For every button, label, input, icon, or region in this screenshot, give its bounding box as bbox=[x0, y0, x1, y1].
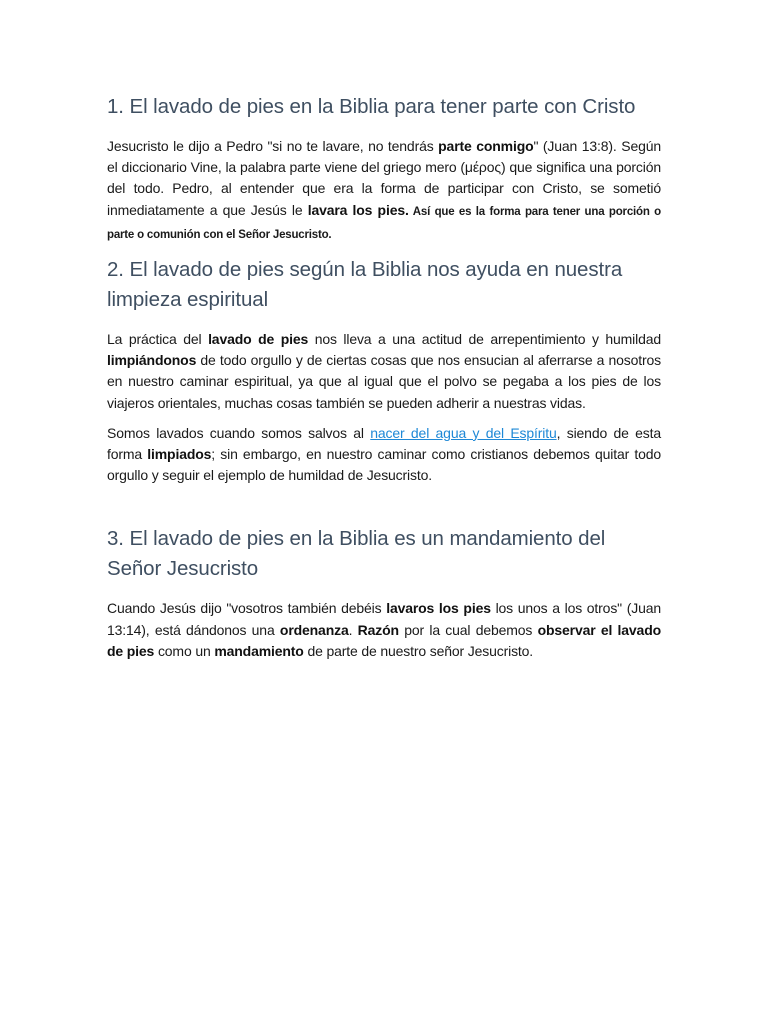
bold-text: observar el lavado de pies bbox=[107, 621, 661, 659]
bold-text: limpiados bbox=[147, 446, 212, 463]
section-2-paragraph-2 bbox=[107, 423, 661, 487]
bold-text: ordenanza bbox=[279, 621, 349, 638]
bold-text: Razón bbox=[357, 621, 399, 638]
text-run: , siendo de esta forma bbox=[107, 424, 662, 463]
text-run: " (Juan 13:8). Según el diccionario Vine, la palabra parte viene del griego mero (μέρος) que significa una porción del todo. Pedro, al entender que era la forma de participar con Cristo, se sometió inmediatamente a que Jesús le bbox=[107, 138, 661, 218]
bold-text: mandamiento bbox=[214, 642, 304, 659]
text-run: . bbox=[348, 621, 358, 638]
text-run: La práctica del bbox=[107, 331, 209, 348]
section-2-heading: 2. El lavado de pies según la Biblia nos ayuda en nuestra limpieza espiritual bbox=[107, 258, 623, 312]
bold-text: lavaros los pies bbox=[386, 600, 491, 617]
bold-text: limpiándonos bbox=[107, 352, 197, 369]
section-2-paragraph-1 bbox=[107, 329, 661, 414]
bold-text: lavado de pies bbox=[208, 331, 309, 348]
bold-text: parte conmigo bbox=[438, 138, 534, 154]
article-body bbox=[107, 92, 661, 662]
text-run: Jesucristo le dijo a Pedro "si no te lavare, no tendrás bbox=[107, 138, 439, 154]
text-run: los unos a los otros" (Juan 13:14), está dándonos una bbox=[107, 600, 661, 638]
nacer-del-agua-link[interactable]: nacer del agua y del Espíritu bbox=[370, 424, 557, 441]
bold-text: lavara los pies. bbox=[307, 201, 409, 218]
section-3-heading: 3. El lavado de pies en la Biblia es un mandamiento del Señor Jesucristo bbox=[107, 527, 606, 581]
text-run: por la cual debemos bbox=[398, 621, 538, 638]
section-1-paragraph bbox=[107, 136, 661, 246]
text-run: Cuando Jesús dijo "vosotros también debéis bbox=[107, 600, 387, 617]
bold-small-text: Así que es la forma para tener una porción o parte o comunión con el Señor Jesucristo. bbox=[107, 205, 661, 241]
text-run: como un bbox=[154, 642, 215, 659]
text-run: de todo orgullo y de ciertas cosas que nos ensucian al aferrarse a nosotros en nuestro caminar espiritual, ya que al igual que el polvo se pegaba a los pies de los viajeros orientales, muchas cosas también se pueden adherir a nuestras vidas. bbox=[107, 352, 661, 411]
text-run: nos lleva a una actitud de arrepentimiento y humildad bbox=[308, 331, 661, 348]
text-run: de parte de nuestro señor Jesucristo. bbox=[303, 642, 534, 659]
text-run: ; sin embargo, en nuestro caminar como cristianos debemos quitar todo orgullo y seguir el ejemplo de humildad de Jesucristo. bbox=[107, 446, 661, 484]
section-1-heading: 1. El lavado de pies en la Biblia para tener parte con Cristo bbox=[107, 95, 636, 118]
section-3-paragraph bbox=[107, 598, 661, 662]
text-run: Somos lavados cuando somos salvos al bbox=[107, 424, 371, 441]
